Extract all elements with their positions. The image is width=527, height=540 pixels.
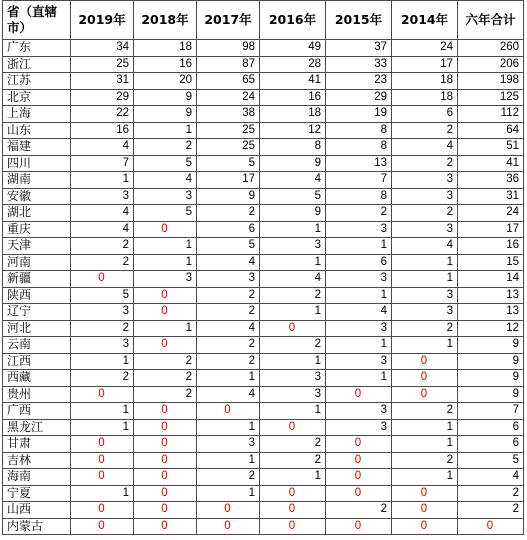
province-name: 福建: [3, 139, 71, 156]
value-cell: 13: [326, 155, 392, 172]
table-row: [3, 188, 524, 205]
table-row: [3, 304, 524, 321]
value-cell: 0: [260, 320, 326, 337]
value-cell: 2: [392, 452, 458, 469]
value-cell: 0: [326, 469, 392, 486]
value-cell: 2: [392, 122, 458, 139]
province-name: 内蒙古: [3, 518, 71, 535]
table-row: [3, 452, 524, 469]
value-cell: 1: [197, 419, 260, 436]
value-cell: 0: [392, 370, 458, 387]
province-name: 山西: [3, 502, 71, 519]
header-province: 省（直辖市）: [3, 1, 71, 40]
value-cell: 29: [326, 89, 392, 106]
value-cell: 29: [71, 89, 134, 106]
province-name: 宁夏: [3, 485, 71, 502]
value-cell: 1: [260, 254, 326, 271]
value-cell: 25: [197, 122, 260, 139]
value-cell: 1: [326, 337, 392, 354]
value-cell: 24: [458, 205, 524, 222]
value-cell: 0: [71, 518, 134, 535]
value-cell: 2: [71, 370, 134, 387]
province-name: 吉林: [3, 452, 71, 469]
value-cell: 31: [71, 73, 134, 90]
value-cell: 12: [458, 320, 524, 337]
table-row: [3, 155, 524, 172]
province-name: 云南: [3, 337, 71, 354]
value-cell: 18: [392, 89, 458, 106]
value-cell: 2: [458, 485, 524, 502]
table-row: [3, 89, 524, 106]
value-cell: 0: [134, 419, 197, 436]
province-name: 黑龙江: [3, 419, 71, 436]
value-cell: 6: [392, 106, 458, 123]
province-name: 北京: [3, 89, 71, 106]
value-cell: 2: [134, 353, 197, 370]
value-cell: 1: [392, 469, 458, 486]
value-cell: 1: [134, 238, 197, 255]
table-row: [3, 287, 524, 304]
value-cell: 4: [260, 271, 326, 288]
province-name: 河南: [3, 254, 71, 271]
value-cell: 3: [134, 188, 197, 205]
province-name: 河北: [3, 320, 71, 337]
value-cell: 1: [260, 221, 326, 238]
province-name: 重庆: [3, 221, 71, 238]
header-2017: 2017年: [197, 1, 260, 40]
value-cell: 1: [197, 452, 260, 469]
value-cell: 14: [458, 271, 524, 288]
value-cell: 3: [71, 188, 134, 205]
value-cell: 2: [260, 337, 326, 354]
value-cell: 5: [458, 452, 524, 469]
value-cell: 38: [197, 106, 260, 123]
value-cell: 0: [197, 518, 260, 535]
value-cell: 0: [134, 452, 197, 469]
value-cell: 0: [326, 485, 392, 502]
value-cell: 16: [458, 238, 524, 255]
value-cell: 3: [134, 271, 197, 288]
table-row: [3, 320, 524, 337]
value-cell: 17: [197, 172, 260, 189]
value-cell: 0: [197, 403, 260, 420]
table-row: [3, 436, 524, 453]
value-cell: 3: [326, 353, 392, 370]
value-cell: 198: [458, 73, 524, 90]
province-name: 广西: [3, 403, 71, 420]
value-cell: 5: [134, 155, 197, 172]
value-cell: 0: [260, 485, 326, 502]
value-cell: 0: [260, 518, 326, 535]
value-cell: 31: [458, 188, 524, 205]
province-name: 江西: [3, 353, 71, 370]
value-cell: 5: [197, 155, 260, 172]
value-cell: 4: [458, 469, 524, 486]
value-cell: 3: [326, 221, 392, 238]
value-cell: 1: [71, 403, 134, 420]
value-cell: 3: [197, 271, 260, 288]
value-cell: 0: [326, 452, 392, 469]
value-cell: 125: [458, 89, 524, 106]
value-cell: 2: [326, 205, 392, 222]
value-cell: 98: [197, 40, 260, 57]
value-cell: 4: [134, 172, 197, 189]
value-cell: 0: [134, 337, 197, 354]
province-name: 山东: [3, 122, 71, 139]
value-cell: 16: [260, 89, 326, 106]
value-cell: 2: [260, 452, 326, 469]
header-2014: 2014年: [392, 1, 458, 40]
value-cell: 0: [392, 518, 458, 535]
value-cell: 41: [260, 73, 326, 90]
value-cell: 3: [326, 320, 392, 337]
value-cell: 8: [326, 139, 392, 156]
value-cell: 0: [260, 419, 326, 436]
value-cell: 23: [326, 73, 392, 90]
value-cell: 25: [71, 56, 134, 73]
value-cell: 1: [197, 370, 260, 387]
value-cell: 4: [71, 221, 134, 238]
value-cell: 260: [458, 40, 524, 57]
table-row: [3, 56, 524, 73]
value-cell: 2: [392, 320, 458, 337]
value-cell: 2: [197, 353, 260, 370]
value-cell: 17: [458, 221, 524, 238]
value-cell: 7: [326, 172, 392, 189]
table-row: [3, 139, 524, 156]
value-cell: 2: [197, 205, 260, 222]
value-cell: 12: [260, 122, 326, 139]
value-cell: 4: [71, 139, 134, 156]
table-row: [3, 403, 524, 420]
value-cell: 3: [392, 221, 458, 238]
province-name: 海南: [3, 469, 71, 486]
table-row: [3, 485, 524, 502]
value-cell: 2: [197, 304, 260, 321]
province-name: 上海: [3, 106, 71, 123]
value-cell: 18: [392, 73, 458, 90]
value-cell: 3: [326, 403, 392, 420]
table-row: [3, 172, 524, 189]
value-cell: 28: [260, 56, 326, 73]
value-cell: 1: [392, 271, 458, 288]
value-cell: 4: [392, 139, 458, 156]
value-cell: 15: [458, 254, 524, 271]
header-2018: 2018年: [134, 1, 197, 40]
value-cell: 2: [71, 238, 134, 255]
value-cell: 4: [326, 304, 392, 321]
value-cell: 49: [260, 40, 326, 57]
value-cell: 6: [197, 221, 260, 238]
province-name: 四川: [3, 155, 71, 172]
table-row: [3, 518, 524, 535]
table-row: [3, 221, 524, 238]
province-name: 江苏: [3, 73, 71, 90]
value-cell: 2: [326, 502, 392, 519]
value-cell: 4: [197, 254, 260, 271]
table-row: [3, 73, 524, 90]
table-row: [3, 469, 524, 486]
province-name: 西藏: [3, 370, 71, 387]
value-cell: 2: [197, 469, 260, 486]
table-row: [3, 205, 524, 222]
value-cell: 0: [134, 502, 197, 519]
table-row: [3, 419, 524, 436]
value-cell: 2: [260, 287, 326, 304]
value-cell: 13: [458, 287, 524, 304]
province-name: 新疆: [3, 271, 71, 288]
value-cell: 3: [392, 287, 458, 304]
value-cell: 19: [326, 106, 392, 123]
value-cell: 1: [71, 419, 134, 436]
value-cell: 9: [260, 155, 326, 172]
value-cell: 0: [134, 485, 197, 502]
value-cell: 4: [392, 238, 458, 255]
value-cell: 13: [458, 304, 524, 321]
value-cell: 0: [197, 502, 260, 519]
value-cell: 25: [197, 139, 260, 156]
province-name: 广东: [3, 40, 71, 57]
value-cell: 0: [326, 386, 392, 403]
value-cell: 22: [71, 106, 134, 123]
value-cell: 2: [260, 436, 326, 453]
table-row: [3, 271, 524, 288]
value-cell: 2: [392, 205, 458, 222]
value-cell: 1: [197, 485, 260, 502]
table-row: [3, 386, 524, 403]
value-cell: 4: [197, 320, 260, 337]
value-cell: 2: [134, 139, 197, 156]
value-cell: 2: [458, 502, 524, 519]
value-cell: 3: [197, 436, 260, 453]
province-name: 陕西: [3, 287, 71, 304]
province-name: 浙江: [3, 56, 71, 73]
value-cell: 2: [197, 337, 260, 354]
value-cell: 0: [71, 469, 134, 486]
header-2019: 2019年: [71, 1, 134, 40]
value-cell: 7: [71, 155, 134, 172]
value-cell: 5: [134, 205, 197, 222]
value-cell: 33: [326, 56, 392, 73]
value-cell: 0: [260, 502, 326, 519]
value-cell: 3: [392, 304, 458, 321]
value-cell: 4: [260, 172, 326, 189]
value-cell: 3: [260, 386, 326, 403]
value-cell: 1: [71, 172, 134, 189]
value-cell: 2: [392, 403, 458, 420]
value-cell: 8: [260, 139, 326, 156]
value-cell: 6: [458, 436, 524, 453]
value-cell: 0: [71, 271, 134, 288]
value-cell: 8: [326, 188, 392, 205]
value-cell: 1: [326, 370, 392, 387]
value-cell: 0: [392, 386, 458, 403]
value-cell: 4: [71, 205, 134, 222]
value-cell: 1: [71, 485, 134, 502]
value-cell: 1: [260, 469, 326, 486]
value-cell: 206: [458, 56, 524, 73]
value-cell: 0: [71, 452, 134, 469]
value-cell: 37: [326, 40, 392, 57]
value-cell: 9: [134, 106, 197, 123]
value-cell: 1: [71, 353, 134, 370]
value-cell: 5: [260, 188, 326, 205]
value-cell: 2: [197, 287, 260, 304]
value-cell: 0: [392, 485, 458, 502]
header-2015: 2015年: [326, 1, 392, 40]
value-cell: 18: [260, 106, 326, 123]
value-cell: 20: [134, 73, 197, 90]
value-cell: 1: [260, 304, 326, 321]
table-body: [3, 40, 524, 535]
table-row: [3, 106, 524, 123]
value-cell: 0: [134, 304, 197, 321]
value-cell: 6: [326, 254, 392, 271]
province-name: 湖北: [3, 205, 71, 222]
value-cell: 2: [71, 320, 134, 337]
value-cell: 36: [458, 172, 524, 189]
value-cell: 1: [392, 436, 458, 453]
value-cell: 5: [71, 287, 134, 304]
header-2016: 2016年: [260, 1, 326, 40]
value-cell: 0: [392, 502, 458, 519]
value-cell: 1: [392, 254, 458, 271]
value-cell: 3: [71, 337, 134, 354]
value-cell: 64: [458, 122, 524, 139]
value-cell: 3: [71, 304, 134, 321]
value-cell: 1: [392, 419, 458, 436]
table-row: [3, 370, 524, 387]
value-cell: 24: [392, 40, 458, 57]
value-cell: 3: [260, 370, 326, 387]
table-row: [3, 238, 524, 255]
value-cell: 0: [134, 469, 197, 486]
value-cell: 9: [458, 370, 524, 387]
value-cell: 3: [392, 172, 458, 189]
value-cell: 0: [134, 221, 197, 238]
table-row: [3, 122, 524, 139]
value-cell: 112: [458, 106, 524, 123]
value-cell: 0: [326, 518, 392, 535]
value-cell: 2: [134, 370, 197, 387]
table-row: [3, 502, 524, 519]
value-cell: 87: [197, 56, 260, 73]
province-stats-table: [2, 0, 524, 535]
value-cell: 2: [134, 386, 197, 403]
table-row: [3, 337, 524, 354]
value-cell: 0: [458, 518, 524, 535]
value-cell: 2: [71, 254, 134, 271]
value-cell: 1: [392, 337, 458, 354]
value-cell: 9: [197, 188, 260, 205]
value-cell: 3: [326, 419, 392, 436]
value-cell: 0: [71, 436, 134, 453]
header-total: 六年合计: [458, 1, 524, 40]
value-cell: 24: [197, 89, 260, 106]
value-cell: 0: [71, 386, 134, 403]
value-cell: 18: [134, 40, 197, 57]
value-cell: 9: [458, 337, 524, 354]
value-cell: 5: [197, 238, 260, 255]
value-cell: 7: [458, 403, 524, 420]
value-cell: 16: [71, 122, 134, 139]
province-name: 贵州: [3, 386, 71, 403]
province-name: 湖南: [3, 172, 71, 189]
value-cell: 9: [134, 89, 197, 106]
value-cell: 1: [134, 254, 197, 271]
province-name: 甘肃: [3, 436, 71, 453]
value-cell: 41: [458, 155, 524, 172]
value-cell: 0: [134, 518, 197, 535]
province-name: 天津: [3, 238, 71, 255]
table-row: [3, 40, 524, 57]
value-cell: 0: [134, 436, 197, 453]
header-row: [3, 1, 524, 40]
value-cell: 0: [134, 287, 197, 304]
value-cell: 0: [392, 353, 458, 370]
value-cell: 3: [260, 238, 326, 255]
value-cell: 1: [326, 287, 392, 304]
value-cell: 8: [326, 122, 392, 139]
value-cell: 9: [458, 386, 524, 403]
value-cell: 2: [392, 155, 458, 172]
value-cell: 3: [326, 271, 392, 288]
value-cell: 0: [71, 502, 134, 519]
value-cell: 6: [458, 419, 524, 436]
province-name: 安徽: [3, 188, 71, 205]
value-cell: 34: [71, 40, 134, 57]
table-row: [3, 353, 524, 370]
value-cell: 51: [458, 139, 524, 156]
value-cell: 1: [260, 403, 326, 420]
value-cell: 17: [392, 56, 458, 73]
value-cell: 1: [134, 320, 197, 337]
value-cell: 4: [197, 386, 260, 403]
value-cell: 65: [197, 73, 260, 90]
value-cell: 9: [260, 205, 326, 222]
value-cell: 3: [392, 188, 458, 205]
value-cell: 1: [260, 353, 326, 370]
value-cell: 9: [458, 353, 524, 370]
table-row: [3, 254, 524, 271]
province-name: 辽宁: [3, 304, 71, 321]
value-cell: 1: [326, 238, 392, 255]
value-cell: 0: [326, 436, 392, 453]
value-cell: 1: [134, 122, 197, 139]
value-cell: 16: [134, 56, 197, 73]
value-cell: 0: [134, 403, 197, 420]
